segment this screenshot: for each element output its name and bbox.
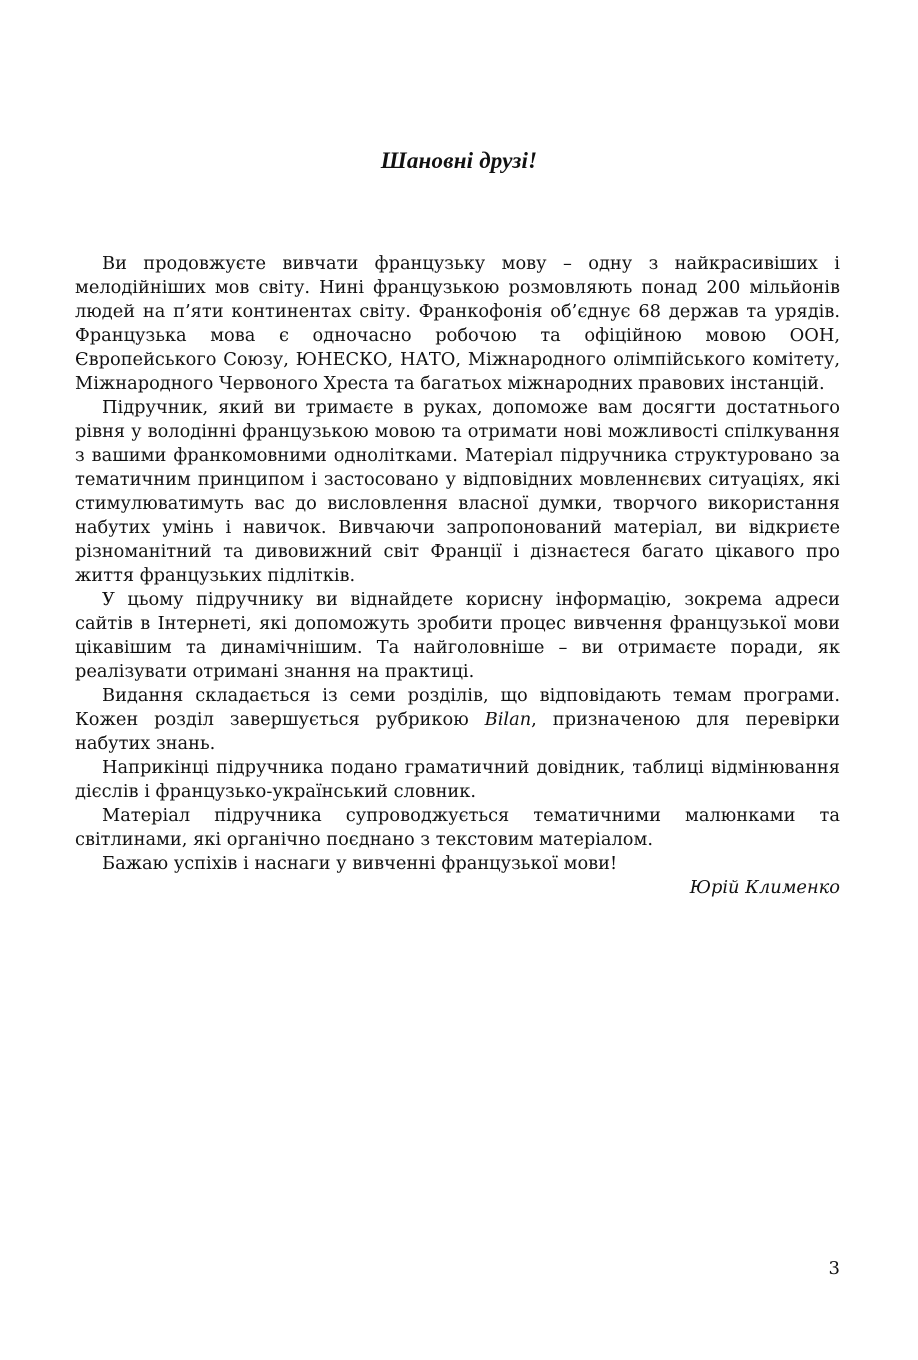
bilan-term: Bilan [484,709,532,730]
page-heading: Шановні друзі! [380,148,538,173]
paragraph-resources: У цьому підручнику ви віднайдете корисну інформацію, зокрема адреси сайтів в Інтернеті, які допоможуть зробити процес вивчення французької мови цікавішим та динамічнішим. Та найголовніше – ви отримаєте поради, як реалізувати отримані знання на практиці. [75,589,840,682]
author-signature: Юрій Клименко [689,877,840,898]
paragraph-wishes: Бажаю успіхів і наснаги у вивченні французької мови! [102,853,618,874]
paragraph-structure [75,684,840,756]
paragraph-structure-text-end: , призначеною для перевірки набутих знань. [75,709,840,754]
paragraph-structure-text-start: Видання складається із семи розділів, що відповідають темам програми. Кожен розділ завершується рубрикою [75,685,840,730]
paragraph-textbook: Підручник, який ви тримаєте в руках, допоможе вам досягти достатнього рівня у володінні французькою мовою та отримати нові можливості спілкування з вашими франкомовними однолітками. Матеріал підручника структуровано за тематичним принципом і застосовано у відповідних мовленнєвих ситуаціях, які стимулюватимуть вас до висловлення власної думки, творчого використання набутих умінь і навичок. Вивчаючи запропонований матеріал, ви відкриєте різноманітний та дивовижний світ Франції і дізнаєтеся багато цікавого про життя французьких підлітків. [75,397,840,586]
paragraph-illustrations: Матеріал підручника супроводжується тематичними малюнками та світлинами, які органічно поєднано з текстовим матеріалом. [75,805,840,850]
page-number: 3 [828,1258,840,1279]
preface-body [75,252,840,900]
paragraph-intro: Ви продовжуєте вивчати французьку мову – одну з найкрасивіших і мелодійніших мов світу. Нині французькою розмовляють понад 200 мільйонів людей на п’яти континентах світу. Франкофонія об’єднує 68 держав та урядів. Французька мова є одночасно робочою та офіційною мовою ООН, Європейського Союзу, ЮНЕСКО, НАТО, Міжнародного олімпійського комітету, Міжнародного Червоного Хреста та багатьох міжнародних правових інстанцій. [75,253,840,394]
paragraph-appendix: Наприкінці підручника подано граматичний довідник, таблиці відмінювання дієслів і французько-український словник. [75,757,840,802]
